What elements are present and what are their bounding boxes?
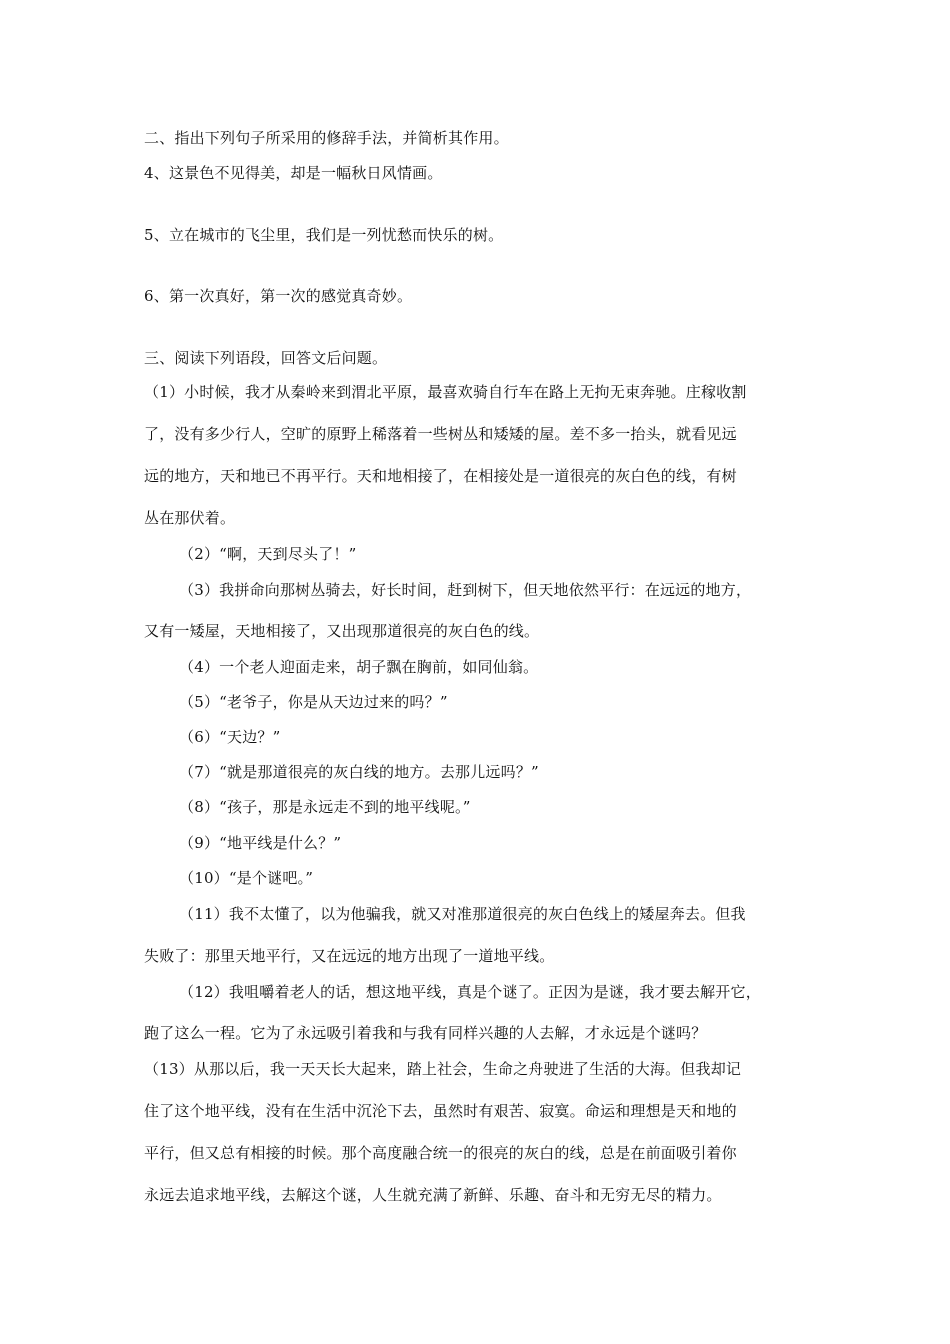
passage-line: （7）“就是那道很亮的灰白线的地方。去那儿远吗？” [179, 763, 539, 781]
passage-line: 丛在那伏着。 [144, 509, 236, 527]
passage-line: （12）我咀嚼着老人的话，想这地平线，真是个谜了。正因为是谜，我才要去解开它， [179, 983, 761, 1001]
passage-line: 远的地方，天和地已不再平行。天和地相接了，在相接处是一道很亮的灰白色的线，有树 [144, 467, 737, 485]
passage-line: 又有一矮屋，天地相接了，又出现那道很亮的灰白色的线。 [144, 622, 540, 640]
passage-line: （6）“天边？” [179, 728, 281, 746]
passage-line: （9）“地平线是什么？” [179, 834, 342, 852]
passage-line: （1）小时候，我才从秦岭来到渭北平原，最喜欢骑自行车在路上无拘无束奔驰。庄稼收割 [144, 383, 747, 401]
passage-line: （10）“是个谜吧。” [179, 869, 314, 887]
passage-line: （3）我拼命向那树丛骑去，好长时间，赶到树下，但天地依然平行：在远远的地方， [179, 581, 752, 599]
passage-line: 了，没有多少行人，空旷的原野上稀落着一些树丛和矮矮的屋。差不多一抬头，就看见远 [144, 425, 737, 443]
passage-line: 平行，但又总有相接的时候。那个高度融合统一的很亮的灰白的线，总是在前面吸引着你 [144, 1144, 737, 1162]
passage-line: （5）“老爷子，你是从天边过来的吗？” [179, 693, 448, 711]
passage-line: （2）“啊，天到尽头了！” [179, 545, 357, 563]
question-5: 5、立在城市的飞尘里，我们是一列忧愁而快乐的树。 [144, 226, 504, 244]
question-6: 6、第一次真好，第一次的感觉真奇妙。 [144, 287, 413, 305]
passage-line: （13）从那以后，我一天天长大起来，踏上社会，生命之舟驶进了生活的大海。但我却记 [144, 1060, 742, 1078]
passage-line: （8）“孩子，那是永远走不到的地平线呢。” [179, 798, 471, 816]
question-4: 4、这景色不见得美，却是一幅秋日风情画。 [144, 164, 443, 182]
passage-line: 失败了：那里天地平行，又在远远的地方出现了一道地平线。 [144, 947, 555, 965]
section-3-heading: 三、阅读下列语段，回答文后问题。 [144, 349, 388, 367]
passage-line: （11）我不太懂了，以为他骗我，就又对准那道很亮的灰白色线上的矮屋奔去。但我 [179, 905, 746, 923]
passage-line: （4）一个老人迎面走来，胡子飘在胸前，如同仙翁。 [179, 658, 539, 676]
passage-line: 跑了这么一程。它为了永远吸引着我和与我有同样兴趣的人去解，才永远是个谜吗？ [144, 1024, 707, 1042]
passage-line: 永远去追求地平线，去解这个谜，人生就充满了新鲜、乐趣、奋斗和无穷无尽的精力。 [144, 1186, 722, 1204]
passage-line: 住了这个地平线，没有在生活中沉沦下去，虽然时有艰苦、寂寞。命运和理想是天和地的 [144, 1102, 737, 1120]
section-2-heading: 二、指出下列句子所采用的修辞手法，并简析其作用。 [144, 129, 509, 147]
